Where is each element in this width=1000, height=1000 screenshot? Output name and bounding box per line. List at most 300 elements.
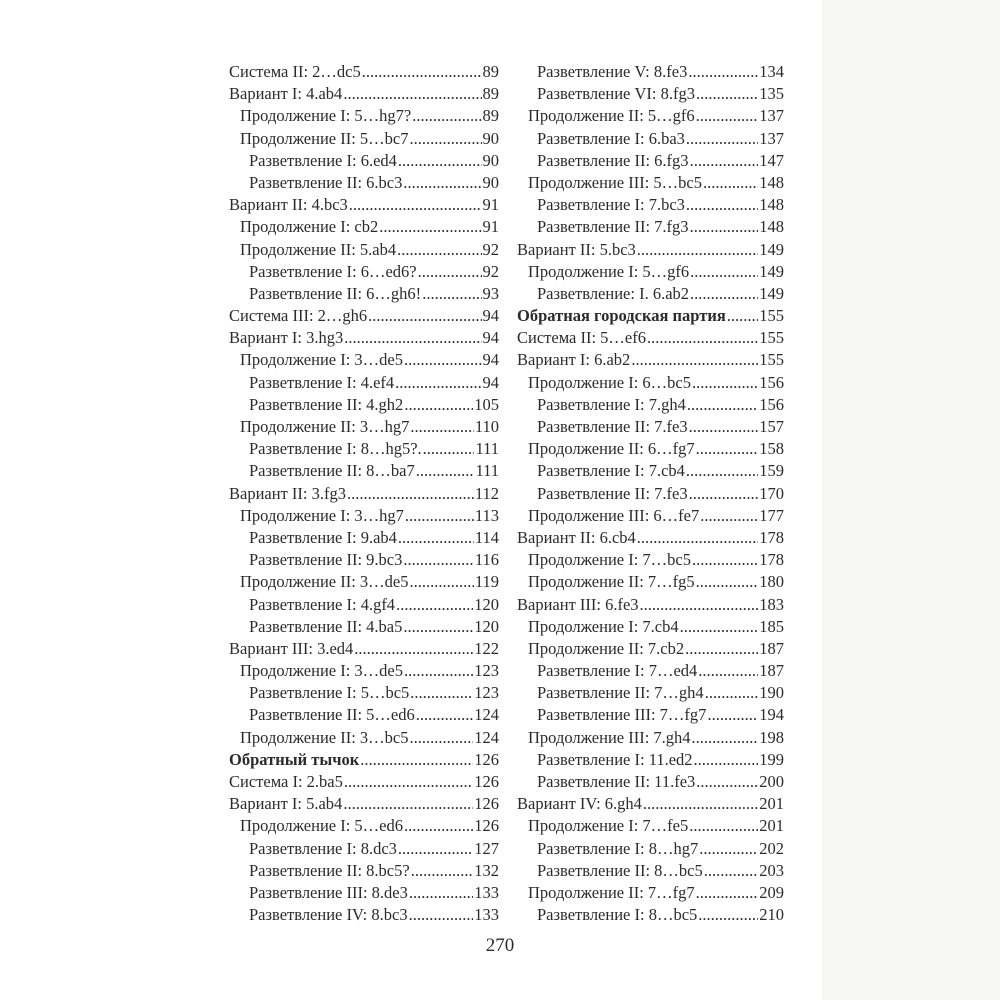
- toc-entry-page: 198: [759, 727, 784, 747]
- toc-entry-page: 209: [759, 882, 784, 902]
- toc-entry-page: 122: [474, 638, 499, 658]
- toc-entry: [229, 505, 499, 527]
- toc-entry: [517, 128, 784, 150]
- dot-leader: [416, 704, 473, 726]
- toc-entry: [229, 704, 499, 726]
- dot-leader: [395, 372, 481, 394]
- toc-entry: [229, 239, 499, 261]
- dot-leader: [690, 216, 759, 238]
- toc-entry-label: Разветвление II: 7.fe3: [537, 483, 688, 503]
- dot-leader: [696, 571, 759, 593]
- toc-entry-label: Разветвление II: 8…ba7: [249, 461, 415, 481]
- toc-entry-label: Система II: 5…ef6: [517, 328, 646, 348]
- dot-leader: [404, 660, 473, 682]
- dot-leader: [727, 305, 758, 327]
- toc-entry: [229, 349, 499, 371]
- toc-entry-label: Разветвление II: 7…gh4: [537, 683, 704, 703]
- toc-entry: [517, 882, 784, 904]
- toc-entry-page: 94: [482, 372, 499, 392]
- toc-entry-label: Вариант I: 3.hg3: [229, 328, 344, 348]
- toc-entry: [229, 594, 499, 616]
- dot-leader: [699, 838, 758, 860]
- toc-entry-label: Разветвление I: 4.gf4: [249, 594, 396, 614]
- dot-leader: [398, 150, 482, 172]
- toc-entry-label: Вариант II: 6.cb4: [517, 527, 636, 547]
- toc-entry-label: Разветвление II: 8.bc5?: [249, 860, 410, 880]
- dot-leader: [404, 815, 473, 837]
- dot-leader: [379, 216, 481, 238]
- toc-entry: [517, 283, 784, 305]
- dot-leader: [689, 815, 758, 837]
- toc-entry-label: Продолжение I: 5…gf6: [528, 261, 690, 281]
- toc-entry-page: 194: [759, 705, 784, 725]
- toc-entry-label: Система II: 2…dc5: [229, 62, 361, 81]
- toc-entry-page: 89: [482, 106, 499, 126]
- dot-leader: [692, 549, 758, 571]
- toc-entry: [517, 483, 784, 505]
- dot-leader: [396, 594, 473, 616]
- toc-entry-label: Вариант II: 3.fg3: [229, 483, 346, 503]
- toc-entry: [517, 727, 784, 749]
- toc-right-column: [517, 61, 784, 926]
- toc-entry-page: 157: [759, 417, 784, 436]
- toc-entry-page: 94: [482, 306, 499, 326]
- toc-entry-label: Разветвление II: 11.fe3: [537, 772, 696, 791]
- dot-leader: [690, 283, 758, 305]
- dot-leader: [412, 105, 481, 127]
- toc-entry-label: Продолжение I: 7…fe5: [528, 816, 689, 836]
- dot-leader: [696, 771, 758, 793]
- toc-entry-page: 114: [474, 527, 499, 547]
- toc-entry-page: 89: [482, 84, 499, 104]
- toc-entry-label: Разветвление I: 8…hg5?.: [249, 439, 422, 459]
- toc-entry-page: 133: [474, 882, 499, 902]
- toc-entry-label: Обратная городская партия: [517, 306, 726, 326]
- toc-entry-page: 120: [474, 616, 499, 636]
- toc-entry: [229, 660, 499, 682]
- toc-entry-page: 203: [759, 860, 784, 880]
- toc-entry-label: Продолжение II: 3…bc5: [240, 727, 409, 747]
- toc-entry-page: 137: [759, 106, 784, 126]
- toc-entry-label: Разветвление I: 8…bc5: [537, 905, 698, 925]
- toc-entry-page: 158: [759, 439, 784, 459]
- dot-leader: [343, 793, 473, 815]
- toc-entry-page: 90: [482, 172, 499, 192]
- toc-entry: [517, 815, 784, 837]
- toc-entry-page: 170: [759, 483, 784, 503]
- toc-entry-page: 190: [759, 683, 784, 703]
- toc-entry: [517, 150, 784, 172]
- dot-leader: [680, 616, 759, 638]
- toc-entry-label: Разветвление I: 7.bc3: [537, 195, 685, 215]
- toc-entry: [517, 771, 784, 793]
- toc-entry-label: Разветвление V: 8.fe3: [537, 62, 688, 81]
- toc-entry: [517, 216, 784, 238]
- toc-entry: [517, 527, 784, 549]
- toc-entry-page: 149: [759, 239, 784, 259]
- toc-entry-label: Вариант I: 5.ab4: [229, 794, 343, 814]
- toc-entry-page: 113: [474, 505, 499, 525]
- dot-leader: [703, 172, 758, 194]
- toc-entry-page: 126: [474, 816, 499, 836]
- toc-entry-page: 155: [759, 350, 784, 370]
- toc-entry-page: 199: [759, 749, 784, 769]
- dot-leader: [687, 394, 758, 416]
- toc-entry-label: Система I: 2.ba5: [229, 772, 343, 791]
- toc-entry-page: 127: [474, 838, 499, 858]
- toc-entry: [229, 372, 499, 394]
- dot-leader: [349, 194, 482, 216]
- toc-entry-page: 149: [759, 261, 784, 281]
- toc-entry-label: Продолжение II: 5.ab4: [240, 239, 397, 259]
- toc-entry: [517, 838, 784, 860]
- dot-leader: [685, 638, 758, 660]
- toc-entry-label: Система III: 2…gh6: [229, 306, 368, 326]
- dot-leader: [410, 682, 473, 704]
- dot-leader: [696, 105, 759, 127]
- toc-entry: [229, 416, 499, 438]
- toc-entry-label: Вариант I: 6.ab2: [517, 350, 631, 370]
- toc-entry-label: Вариант III: 6.fe3: [517, 594, 639, 614]
- toc-entry-page: 134: [759, 62, 784, 81]
- toc-entry-page: 155: [759, 328, 784, 348]
- toc-entry: [229, 216, 499, 238]
- toc-entry-page: 126: [474, 794, 499, 814]
- toc-entry: [229, 172, 499, 194]
- toc-entry: [229, 150, 499, 172]
- toc-entry: [229, 83, 499, 105]
- toc-entry: [517, 61, 784, 83]
- dot-leader: [423, 438, 475, 460]
- toc-entry-page: 177: [759, 505, 784, 525]
- toc-entry-page: 187: [759, 661, 784, 681]
- toc-entry-label: Разветвление II: 6.bc3: [249, 172, 403, 192]
- dot-leader: [343, 83, 481, 105]
- toc-entry-label: Разветвление I: 7…ed4: [537, 661, 698, 681]
- toc-entry: [229, 616, 499, 638]
- toc-entry: [517, 549, 784, 571]
- toc-entry-label: Продолжение III: 6…fe7: [528, 505, 700, 525]
- toc-left-column: [229, 61, 499, 926]
- toc-entry-label: Разветвление I: 5…bc5: [249, 683, 410, 703]
- toc-entry-page: 148: [759, 217, 784, 237]
- toc-entry: [229, 771, 499, 793]
- dot-leader: [418, 261, 482, 283]
- toc-entry-page: 105: [474, 394, 499, 414]
- toc-entry-label: Продолжение II: 7…fg5: [528, 572, 695, 592]
- toc-entry: [517, 394, 784, 416]
- dot-leader: [422, 283, 481, 305]
- toc-entry-page: 156: [759, 394, 784, 414]
- toc-entry-label: Разветвление II: 7.fe3: [537, 417, 688, 436]
- dot-leader: [640, 594, 759, 616]
- dot-leader: [397, 239, 481, 261]
- toc-entry-page: 156: [759, 372, 784, 392]
- toc-entry-page: 147: [759, 150, 784, 170]
- dot-leader: [403, 172, 481, 194]
- toc-entry: [229, 682, 499, 704]
- toc-entry-page: 124: [474, 727, 499, 747]
- dot-leader: [398, 838, 473, 860]
- toc-entry-label: Продолжение I: 6…bc5: [528, 372, 691, 392]
- toc-entry-page: 183: [759, 594, 784, 614]
- toc-entry-page: 123: [474, 661, 499, 681]
- dot-leader: [686, 460, 758, 482]
- toc-entry-label: Продолжение II: 3…de5: [240, 572, 409, 592]
- toc-entry-label: Разветвление II: 4.gh2: [249, 394, 404, 414]
- toc-entry-page: 132: [474, 860, 499, 880]
- toc-entry-page: 94: [482, 328, 499, 348]
- toc-entry-page: 116: [474, 550, 499, 570]
- toc-entry-page: 201: [759, 816, 784, 836]
- toc-entry-label: Продолжение I: 5…hg7?: [240, 106, 412, 126]
- dot-leader: [637, 239, 758, 261]
- dot-leader: [686, 128, 758, 150]
- toc-entry: [517, 749, 784, 771]
- dot-leader: [689, 416, 759, 438]
- toc-entry: [229, 860, 499, 882]
- toc-entry-label: Продолжение II: 6…fg7: [528, 439, 695, 459]
- toc-entry-page: 210: [759, 905, 784, 925]
- toc-entry-label: Продолжение II: 3…hg7: [240, 417, 410, 436]
- toc-entry-page: 202: [759, 838, 784, 858]
- dot-leader: [404, 349, 482, 371]
- toc-entry-label: Разветвление II: 6.fg3: [537, 150, 689, 170]
- toc-entry-page: 112: [474, 483, 499, 503]
- dot-leader: [705, 682, 759, 704]
- toc-entry-page: 89: [482, 62, 499, 81]
- dot-leader: [692, 727, 759, 749]
- dot-leader: [410, 727, 474, 749]
- dot-leader: [368, 305, 481, 327]
- dot-leader: [409, 904, 474, 926]
- toc-entry-label: Вариант II: 4.bc3: [229, 195, 348, 215]
- dot-leader: [647, 327, 758, 349]
- toc-entry-page: 94: [482, 350, 499, 370]
- toc-entry: [229, 438, 499, 460]
- dot-leader: [698, 660, 758, 682]
- toc-entry-label: Вариант I: 4.ab4: [229, 84, 343, 104]
- toc-entry-label: Продолжение III: 5…bc5: [528, 172, 702, 192]
- toc-entry-label: Продолжение I: 7.cb4: [528, 616, 679, 636]
- toc-entry: [229, 194, 499, 216]
- toc-entry-label: Разветвление II: 8…bc5: [537, 860, 703, 880]
- dot-leader: [631, 349, 758, 371]
- toc-entry-label: Продолжение I: 7…bc5: [528, 550, 691, 570]
- toc-entry: [229, 261, 499, 283]
- toc-entry-page: 180: [759, 572, 784, 592]
- toc-entry-label: Продолжение I: cb2: [240, 217, 379, 237]
- toc-entry-label: Разветвление I: 7.cb4: [537, 461, 685, 481]
- toc-entry-label: Разветвление I: 8…hg7: [537, 838, 699, 858]
- toc-entry-label: Обратный тычок: [229, 749, 360, 769]
- dot-leader: [347, 483, 474, 505]
- dot-leader: [403, 616, 473, 638]
- toc-entry-page: 148: [759, 172, 784, 192]
- toc-entry: [229, 815, 499, 837]
- toc-entry: [229, 61, 499, 83]
- toc-entry-page: 185: [759, 616, 784, 636]
- toc-entry: [229, 793, 499, 815]
- toc-entry-page: 201: [759, 794, 784, 814]
- toc-entry: [229, 128, 499, 150]
- dot-leader: [689, 483, 759, 505]
- toc-entry-page: 111: [475, 439, 499, 459]
- toc-entry-page: 149: [759, 283, 784, 303]
- toc-entry-page: 187: [759, 638, 784, 658]
- dot-leader: [700, 505, 758, 527]
- toc-entry-label: Разветвление III: 7…fg7: [537, 705, 707, 725]
- dot-leader: [692, 372, 758, 394]
- toc-entry-label: Разветвление II: 9.bc3: [249, 550, 403, 570]
- toc-entry-label: Продолжение I: 3…hg7: [240, 505, 404, 525]
- toc-entry-label: Продолжение I: 3…de5: [240, 661, 403, 681]
- toc-entry: [517, 616, 784, 638]
- toc-entry: [517, 682, 784, 704]
- toc-entry: [517, 305, 784, 327]
- toc-entry-page: 178: [759, 550, 784, 570]
- toc-entry-page: 155: [759, 306, 784, 326]
- toc-entry-label: Разветвление I: 6…ed6?: [249, 261, 417, 281]
- toc-entry: [229, 749, 499, 771]
- toc-entry-label: Продолжение II: 5…bc7: [240, 128, 409, 148]
- toc-entry: [229, 571, 499, 593]
- dot-leader: [690, 150, 759, 172]
- toc-entry-label: Разветвление I: 6.ed4: [249, 150, 397, 170]
- dot-leader: [344, 327, 481, 349]
- toc-entry-label: Разветвление II: 6…gh6!: [249, 283, 422, 303]
- toc-entry: [517, 793, 784, 815]
- dot-leader: [696, 882, 759, 904]
- toc-entry-label: Продолжение II: 7.cb2: [528, 638, 685, 658]
- toc-entry-label: Разветвление I: 6.ba3: [537, 128, 685, 148]
- toc-entry: [229, 483, 499, 505]
- toc-entry-label: Продолжение II: 5…gf6: [528, 106, 695, 126]
- toc-entry: [517, 261, 784, 283]
- dot-leader: [398, 527, 474, 549]
- toc-entry: [229, 904, 499, 926]
- toc-entry: [229, 527, 499, 549]
- dot-leader: [403, 549, 473, 571]
- toc-entry: [229, 882, 499, 904]
- dot-leader: [694, 749, 759, 771]
- toc-entry: [517, 660, 784, 682]
- toc-entry-page: 126: [474, 772, 499, 791]
- toc-entry: [229, 460, 499, 482]
- toc-entry: [517, 460, 784, 482]
- page-number: 270: [485, 935, 515, 956]
- toc-entry-label: Разветвление I: 11.ed2: [537, 749, 693, 769]
- toc-entry-page: 90: [482, 128, 499, 148]
- toc-entry: [517, 505, 784, 527]
- toc-entry: [517, 904, 784, 926]
- toc-entry: [229, 394, 499, 416]
- toc-entry-page: 159: [759, 461, 784, 481]
- dot-leader: [404, 394, 473, 416]
- toc-entry: [229, 305, 499, 327]
- toc-entry: [517, 239, 784, 261]
- dot-leader: [688, 61, 758, 83]
- toc-entry-page: 92: [482, 261, 499, 281]
- toc-entry: [517, 594, 784, 616]
- toc-entry-label: Вариант IV: 6.gh4: [517, 794, 642, 814]
- toc-entry-page: 110: [474, 417, 499, 436]
- toc-entry: [517, 416, 784, 438]
- toc-entry-label: Разветвление II: 5…ed6: [249, 705, 415, 725]
- toc-entry-page: 148: [759, 195, 784, 215]
- toc-entry-page: 93: [482, 283, 499, 303]
- dot-leader: [686, 194, 758, 216]
- toc-entry-label: Разветвление I: 9.ab4: [249, 527, 397, 547]
- toc-entry: [229, 838, 499, 860]
- toc-entry-page: 200: [759, 772, 784, 791]
- toc-entry-page: 123: [474, 683, 499, 703]
- dot-leader: [410, 571, 474, 593]
- toc-entry: [517, 105, 784, 127]
- toc-entry-label: Разветвление IV: 8.bc3: [249, 905, 408, 925]
- toc-entry-label: Продолжение II: 7…fg7: [528, 882, 695, 902]
- toc-entry-page: 124: [474, 705, 499, 725]
- toc-entry-page: 91: [482, 217, 499, 237]
- toc-entry: [517, 83, 784, 105]
- dot-leader: [637, 527, 758, 549]
- toc-entry: [229, 549, 499, 571]
- dot-leader: [416, 460, 475, 482]
- toc-entry-label: Разветвление I: 4.ef4: [249, 372, 395, 392]
- dot-leader: [410, 416, 473, 438]
- toc-entry-label: Разветвление II: 7.fg3: [537, 217, 689, 237]
- toc-entry-label: Разветвление III: 8.de3: [249, 882, 408, 902]
- toc-entry: [517, 638, 784, 660]
- dot-leader: [405, 505, 474, 527]
- dot-leader: [690, 261, 758, 283]
- toc-entry: [517, 194, 784, 216]
- toc-entry-label: Продолжение I: 3…de5: [240, 350, 403, 370]
- dot-leader: [360, 749, 473, 771]
- toc-entry-label: Разветвление I: 8.dc3: [249, 838, 397, 858]
- toc-entry: [229, 283, 499, 305]
- dot-leader: [362, 61, 482, 83]
- toc-entry-page: 135: [759, 84, 784, 104]
- toc-entry-page: 120: [474, 594, 499, 614]
- toc-entry-page: 91: [482, 195, 499, 215]
- dot-leader: [409, 882, 473, 904]
- toc-entry-label: Вариант III: 3.ed4: [229, 638, 354, 658]
- toc-entry: [517, 172, 784, 194]
- toc-entry-label: Разветвление VI: 8.fg3: [537, 84, 695, 104]
- toc-entry-label: Продолжение I: 5…ed6: [240, 816, 403, 836]
- toc-entry-label: Вариант II: 5.bc3: [517, 239, 636, 259]
- toc-entry-label: Разветвление II: 4.ba5: [249, 616, 403, 636]
- toc-entry: [517, 327, 784, 349]
- toc-entry: [517, 860, 784, 882]
- toc-entry-page: 126: [474, 749, 499, 769]
- toc-entry: [517, 571, 784, 593]
- dot-leader: [643, 793, 758, 815]
- dot-leader: [411, 860, 474, 882]
- dot-leader: [410, 128, 482, 150]
- dot-leader: [344, 771, 473, 793]
- dot-leader: [698, 904, 758, 926]
- toc-entry-page: 90: [482, 150, 499, 170]
- toc-entry-page: 178: [759, 527, 784, 547]
- dot-leader: [704, 860, 758, 882]
- toc-entry-label: Разветвление I: 7.gh4: [537, 394, 686, 414]
- dot-leader: [354, 638, 473, 660]
- toc-entry: [517, 349, 784, 371]
- dot-leader: [696, 438, 759, 460]
- toc-entry: [229, 327, 499, 349]
